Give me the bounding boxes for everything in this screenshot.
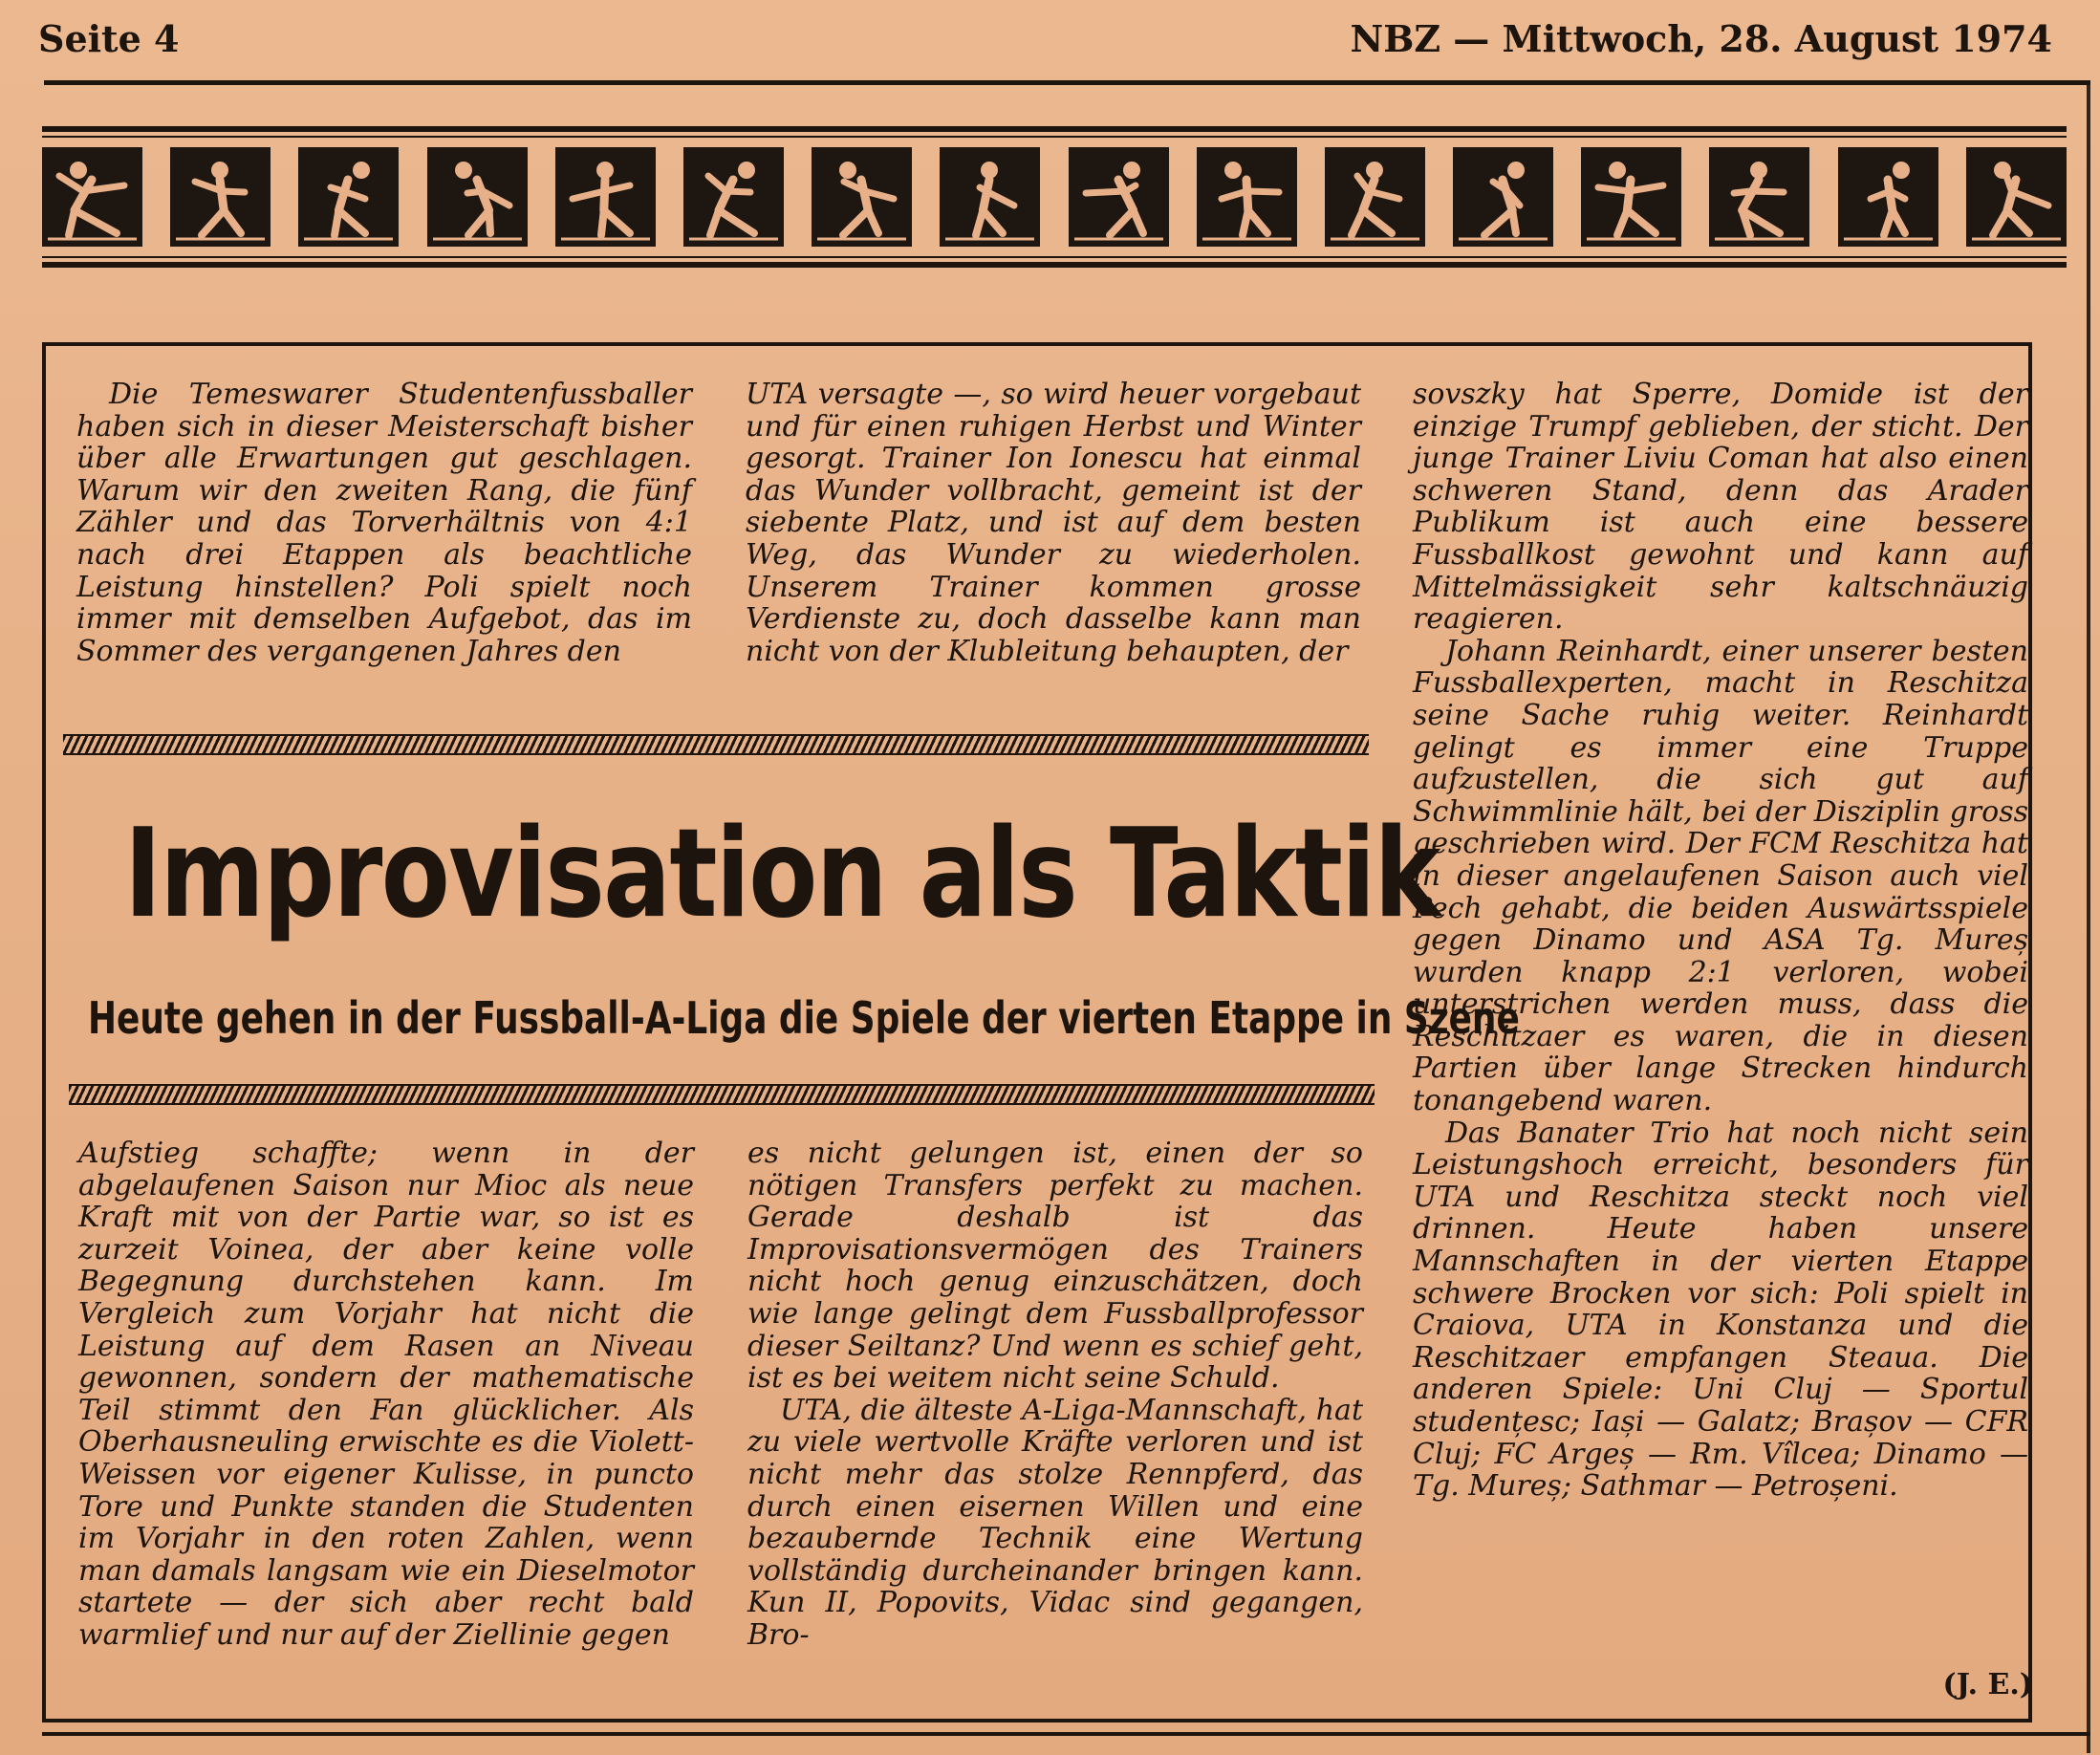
volleyball-icon (1325, 147, 1425, 247)
hatch-rule-bottom (69, 1084, 1375, 1105)
column-1-top (76, 379, 692, 704)
sports-pictogram-strip (42, 126, 2067, 268)
subheadline: Heute gehen in der Fussball-A-Liga die Spiele der vierten Etappe in Szene (88, 992, 1520, 1044)
paragraph: sovszky hat Sperre, Domide ist der einzige Trumpf geblieben, der sticht. Der junge Trainer Liviu Coman hat also einen schweren Stand, denn das Arader Publikum ist auch eine bessere Fussballkost gewohnt und kann auf Mittelmässigkeit sehr kaltschnäuzig reagieren. (1413, 378, 2028, 637)
fencing-icon (427, 147, 528, 247)
handball-icon (683, 147, 784, 247)
judo-icon (1069, 147, 1169, 247)
column-3 (1413, 379, 2028, 1659)
right-margin-rule (2087, 80, 2090, 1753)
diving-icon (1197, 147, 1297, 247)
author-signature: (J. E.) (1942, 1668, 2033, 1701)
gymnastics-icon (170, 147, 271, 247)
paragraph: UTA versagte —, so wird heuer vorgebaut und für einen ruhigen Herbst und Winter gesorgt. Trainer Ion Ionescu hat einmal das Wunder vollbracht, gemeint ist der siebente Platz, und ist auf dem besten Weg, das Wunder zu wiederholen. Unserem Trainer kommen grosse Verdienste zu, doch dasselbe kann man nicht von der Klubleitung behaupten, der (746, 378, 1361, 668)
paragraph: Johann Reinhardt, einer unserer besten Fussballexperten, macht in Reschitza seine Sache ruhig weiter. Reinhardt gelingt es immer eine Truppe aufzustellen, die sich gut auf Schwimmlinie hält, bei der Disziplin gross geschrieben wird. Der FCM Reschitza hat in dieser angelaufenen Saison auch viel Pech gehabt, die beiden Auswärtsspiele gegen Dinamo und ASA Tg. Mureș wurden knapp 2:1 verloren, wobei unterstrichen werden muss, dass die Reschitzaer es waren, die in diesen Partien über lange Strecken hindurch tonangebend waren. (1413, 634, 2028, 1118)
football-icon (298, 147, 399, 247)
bottom-rule (42, 1732, 2090, 1736)
cycling-icon (42, 147, 142, 247)
wrestling-icon (940, 147, 1040, 247)
swimming-icon (1581, 147, 1681, 247)
page-header (38, 17, 2062, 75)
athletics-icon (1453, 147, 1553, 247)
column-2-bottom (747, 1138, 1363, 1711)
headline: Improvisation als Taktik (124, 803, 1440, 945)
column-2-top (746, 379, 1361, 704)
archery-icon (1709, 147, 1809, 247)
paragraph: UTA, die älteste A-Liga-Mannschaft, hat zu viele wertvolle Kräfte verloren und ist nicht mehr das stolze Rennpferd, das durch einen eisernen Willen und eine bezaubernde Technik eine Wertung vollständig durcheinander bringen kann. Kun II, Popovits, Vidac sind gegangen, Bro- (747, 1393, 1363, 1652)
masthead-date: NBZ — Mittwoch, 28. August 1974 (1350, 17, 2052, 60)
weightlifting-icon (555, 147, 656, 247)
paragraph: es nicht gelungen ist, einen der so nötigen Transfers perfekt zu machen. Gerade deshalb ist das Improvisationsvermögen des Trainers nicht hoch genug einzuschätzen, doch wie lange gelingt dem Fussballprofessor dieser Seiltanz? Und wenn es schief geht, ist es bei weitem nicht seine Schuld. (747, 1137, 1363, 1396)
pictogram-row (42, 147, 2067, 247)
page-number: Seite 4 (38, 17, 180, 60)
column-1-bottom (78, 1138, 694, 1711)
paragraph: Die Temeswarer Studentenfussballer haben sich in dieser Meisterschaft bisher über alle Erwartungen gut geschlagen. Warum wir den zweiten Rang, die fünf Zähler und das Torverhältnis von 4:1 nach drei Etappen als beachtliche Leistung hinstellen? Poli spielt noch immer mit demselben Aufgebot, das im Sommer des vergangenen Jahres den (76, 378, 692, 668)
hatch-rule-top (63, 734, 1369, 755)
waterpolo-icon (1838, 147, 1938, 247)
paragraph: Das Banater Trio hat noch nicht sein Leistungshoch erreicht, besonders für UTA und Reschitza steckt noch viel drinnen. Heute haben unsere Mannschaften in der vierten Etappe schwere Brocken vor sich: Poli spielt in Craiova, UTA in Konstanza und die Reschitzaer empfangen Steaua. Die anderen Spiele: Uni Cluj — Sportul studențesc; Iași — Galatz; Brașov — CFR Cluj; FC Argeș — Rm. Vîlcea; Dinamo — Tg. Mureș; Sathmar — Petroșeni. (1413, 1116, 2028, 1504)
rowing-icon (1966, 147, 2067, 247)
paragraph: Aufstieg schaffte; wenn in der abgelaufenen Saison nur Mioc als neue Kraft mit von der Partie war, so ist es zurzeit Voinea, der aber keine volle Begegnung durchstehen kann. Im Vergleich zum Vorjahr hat nicht die Leistung auf dem Rasen an Niveau gewonnen, sondern der mathematische Teil stimmt den Fan glücklicher. Als Oberhausneuling erwischte es die Violett-Weissen vor eigener Kulisse, in puncto Tore und Punkte standen die Studenten im Vorjahr in den roten Zahlen, wenn man damals langsam wie ein Dieselmotor startete — der sich aber recht bald warmlief und nur auf der Ziellinie gegen (78, 1137, 694, 1652)
header-rule (44, 80, 2090, 85)
hurdles-icon (812, 147, 912, 247)
